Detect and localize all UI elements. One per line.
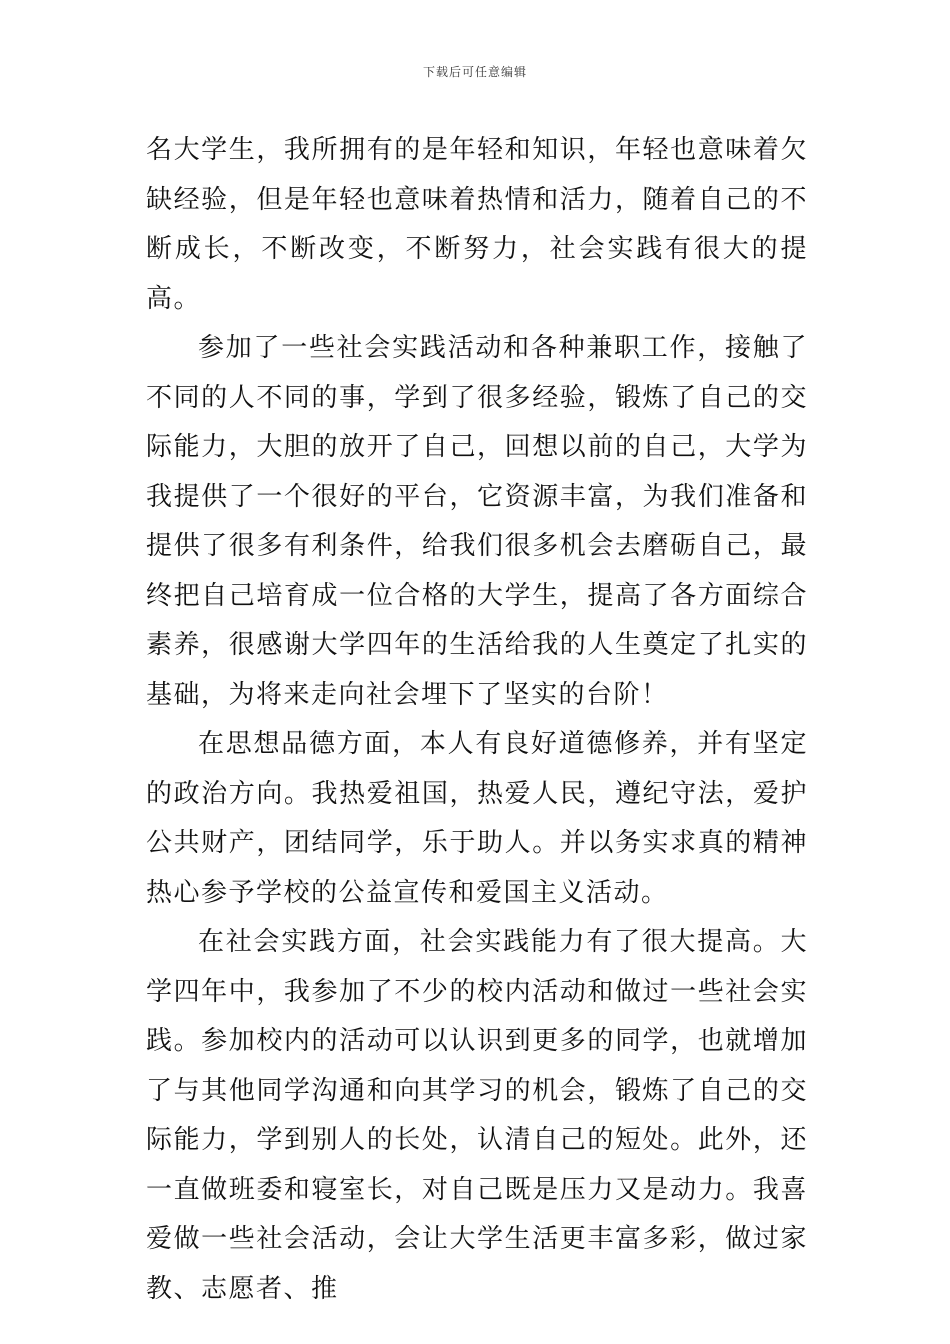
- paragraph-moral-character: 在思想品德方面，本人有良好道德修养，并有坚定的政治方向。我热爱祖国，热爱人民，遵纪守法，爱护公共财产，团结同学，乐于助人。并以务实求真的精神热心参予学校的公益宣传和爱国主义活动。: [146, 729, 808, 908]
- page-header: 下载后可任意编辑: [422, 65, 527, 79]
- paragraph-continuation: 名大学生，我所拥有的是年轻和知识，年轻也意味着欠缺经验，但是年轻也意味着热情和活力，随着自己的不断成长，不断改变，不断努力，社会实践有很大的提高。: [146, 135, 808, 314]
- paragraph-social-practice-activities: 参加了一些社会实践活动和各种兼职工作，接触了不同的人不同的事，学到了很多经验，锻炼了自己的交际能力，大胆的放开了自己，回想以前的自己，大学为我提供了一个很好的平台，它资源丰富，为我们准备和提供了很多有利条件，给我们很多机会去磨砺自己，最终把自己培育成一位合格的大学生，提高了各方面综合素养，很感谢大学四年的生活给我的人生奠定了扎实的基础，为将来走向社会埋下了坚实的台阶！: [146, 333, 808, 710]
- paragraph-social-practice-ability: 在社会实践方面，社会实践能力有了很大提高。大学四年中，我参加了不少的校内活动和做过一些社会实践。参加校内的活动可以认识到更多的同学，也就增加了与其他同学沟通和向其学习的机会，锻炼了自己的交际能力，学到别人的长处，认清自己的短处。此外，还一直做班委和寝室长，对自己既是压力又是动力。我喜爱做一些社会活动，会让大学生活更丰富多彩，做过家教、志愿者、推: [146, 927, 808, 1304]
- document-body: [146, 126, 808, 1314]
